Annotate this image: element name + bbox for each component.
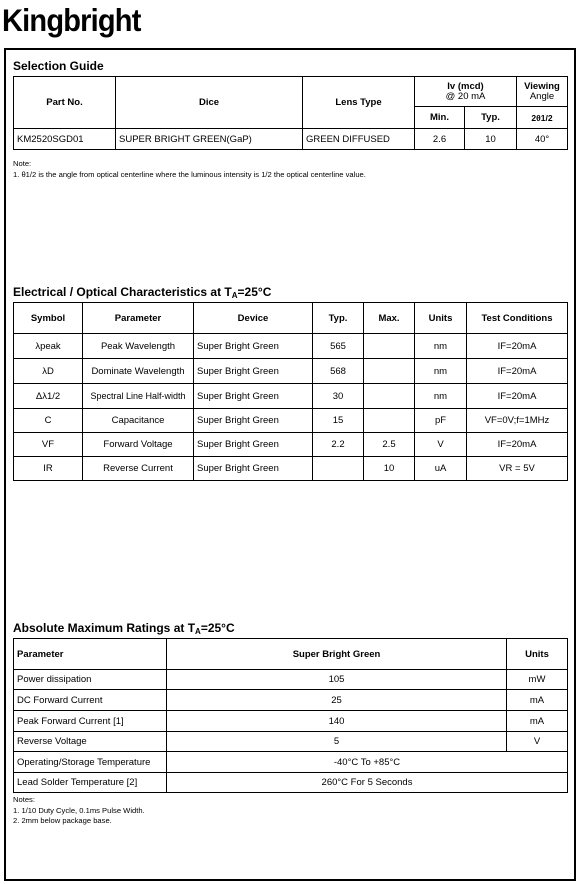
table-row: [14, 409, 568, 433]
selection-guide-table: [13, 76, 568, 150]
units-cell: pF: [415, 409, 467, 433]
units-cell: V: [415, 433, 467, 457]
col-header-test-conditions: Test Conditions: [467, 303, 568, 334]
rating-parameter-cell: Reverse Voltage: [14, 732, 167, 752]
col-header-typ: Typ.: [313, 303, 364, 334]
parameter-cell: Reverse Current: [83, 457, 194, 481]
header-dice: Dice: [116, 77, 303, 129]
table-row: [14, 334, 568, 359]
rating-value-cell: 105: [167, 670, 507, 690]
rating-value-cell: 140: [167, 711, 507, 732]
col-header-parameter: Parameter: [83, 303, 194, 334]
selection-guide-heading: Selection Guide: [13, 59, 104, 73]
col-header-parameter: Parameter: [14, 639, 167, 670]
electrical-heading-prefix: Electrical / Optical Characteristics at T: [13, 285, 232, 299]
parameter-cell: Capacitance: [83, 409, 194, 433]
table-row: [14, 732, 568, 752]
rating-value-cell: 5: [167, 732, 507, 752]
typ-cell: 30: [313, 384, 364, 409]
col-header-max: Max.: [364, 303, 415, 334]
rating-value-cell: -40°C To +85°C: [167, 752, 568, 773]
rating-parameter-cell: DC Forward Current: [14, 690, 167, 711]
units-cell: uA: [415, 457, 467, 481]
rating-value-cell: 25: [167, 690, 507, 711]
absolute-heading-sub: A: [195, 627, 201, 636]
typ-cell: 2.2: [313, 433, 364, 457]
col-header-units: Units: [507, 639, 568, 670]
rating-units-cell: mA: [507, 690, 568, 711]
device-cell: Super Bright Green: [194, 457, 313, 481]
iv-typ-cell: 10: [465, 129, 517, 150]
col-header-symbol: Symbol: [14, 303, 83, 334]
units-cell: nm: [415, 359, 467, 384]
test-conditions-cell: VF=0V;f=1MHz: [467, 409, 568, 433]
header-part-no: Part No.: [14, 77, 116, 129]
rating-units-cell: mW: [507, 670, 568, 690]
selection-note-title: Note:: [13, 159, 32, 168]
device-cell: Super Bright Green: [194, 334, 313, 359]
typ-cell: 565: [313, 334, 364, 359]
max-cell: 2.5: [364, 433, 415, 457]
max-cell: [364, 409, 415, 433]
col-header-units: Units: [415, 303, 467, 334]
device-cell: Super Bright Green: [194, 384, 313, 409]
units-cell: nm: [415, 334, 467, 359]
table-row: [14, 359, 568, 384]
absolute-heading-prefix: Absolute Maximum Ratings at T: [13, 621, 196, 635]
table-row: [14, 457, 568, 481]
absolute-note-2: 2. 2mm below package base.: [13, 816, 112, 825]
parameter-cell: Dominate Wavelength: [83, 359, 194, 384]
units-cell: nm: [415, 384, 467, 409]
iv-min-cell: 2.6: [415, 129, 465, 150]
header-iv-line2: @ 20 mA: [445, 90, 486, 102]
electrical-heading-suffix: =25°C: [237, 285, 272, 299]
header-iv: [415, 77, 517, 107]
table-row: [14, 433, 568, 457]
rating-parameter-cell: Peak Forward Current [1]: [14, 711, 167, 732]
symbol-cell: IR: [14, 457, 83, 481]
dice-cell: SUPER BRIGHT GREEN(GaP): [116, 129, 303, 150]
parameter-cell: Forward Voltage: [83, 433, 194, 457]
absolute-ratings-table: [13, 638, 568, 793]
max-cell: [364, 359, 415, 384]
col-header-device: Device: [194, 303, 313, 334]
table-row: [14, 711, 568, 732]
parameter-cell: Spectral Line Half-width: [83, 384, 194, 409]
absolute-note-1: 1. 1/10 Duty Cycle, 0.1ms Pulse Width.: [13, 806, 145, 815]
symbol-cell: λpeak: [14, 334, 83, 359]
table-row: [14, 670, 568, 690]
electrical-heading: [13, 285, 271, 300]
test-conditions-cell: IF=20mA: [467, 334, 568, 359]
lens-type-cell: GREEN DIFFUSED: [303, 129, 415, 150]
electrical-table: [13, 302, 568, 481]
test-conditions-cell: VR = 5V: [467, 457, 568, 481]
header-min: Min.: [415, 107, 465, 129]
symbol-cell: C: [14, 409, 83, 433]
test-conditions-cell: IF=20mA: [467, 384, 568, 409]
selection-note-1: 1. θ1/2 is the angle from optical centerline where the luminous intensity is 1/2 the optical centerline value.: [13, 170, 366, 179]
header-viewing: [517, 77, 568, 107]
viewing-angle-cell: 40°: [517, 129, 568, 150]
max-cell: [364, 384, 415, 409]
device-cell: Super Bright Green: [194, 433, 313, 457]
kingbright-logo: Kingbright: [2, 4, 141, 39]
absolute-notes-title: Notes:: [13, 795, 35, 804]
symbol-cell: VF: [14, 433, 83, 457]
table-row: [14, 690, 568, 711]
typ-cell: 15: [313, 409, 364, 433]
rating-parameter-cell: Operating/Storage Temperature: [14, 752, 167, 773]
header-typ: Typ.: [465, 107, 517, 129]
max-cell: [364, 334, 415, 359]
typ-cell: [313, 457, 364, 481]
table-row: [14, 752, 568, 773]
rating-parameter-cell: Lead Solder Temperature [2]: [14, 773, 167, 793]
header-angle-symbol: 2θ1/2: [517, 107, 568, 129]
symbol-cell: λD: [14, 359, 83, 384]
parameter-cell: Peak Wavelength: [83, 334, 194, 359]
absolute-heading-suffix: =25°C: [200, 621, 235, 635]
absolute-ratings-heading: [13, 621, 235, 636]
test-conditions-cell: IF=20mA: [467, 359, 568, 384]
symbol-cell: Δλ1/2: [14, 384, 83, 409]
header-lens-type: Lens Type: [303, 77, 415, 129]
header-iv-line1: Iv (mcd): [447, 80, 484, 92]
typ-cell: 568: [313, 359, 364, 384]
test-conditions-cell: IF=20mA: [467, 433, 568, 457]
device-cell: Super Bright Green: [194, 359, 313, 384]
rating-value-cell: 260°C For 5 Seconds: [167, 773, 568, 793]
table-row: [14, 773, 568, 793]
rating-units-cell: mA: [507, 711, 568, 732]
electrical-heading-sub: A: [231, 291, 238, 300]
part-no-cell: KM2520SGD01: [14, 129, 116, 150]
device-cell: Super Bright Green: [194, 409, 313, 433]
max-cell: 10: [364, 457, 415, 481]
header-viewing-line2: Angle: [529, 90, 555, 102]
rating-parameter-cell: Power dissipation: [14, 670, 167, 690]
header-viewing-line1: Viewing: [524, 80, 560, 92]
rating-units-cell: V: [507, 732, 568, 752]
col-header-super-bright-green: Super Bright Green: [167, 639, 507, 670]
table-row: [14, 384, 568, 409]
